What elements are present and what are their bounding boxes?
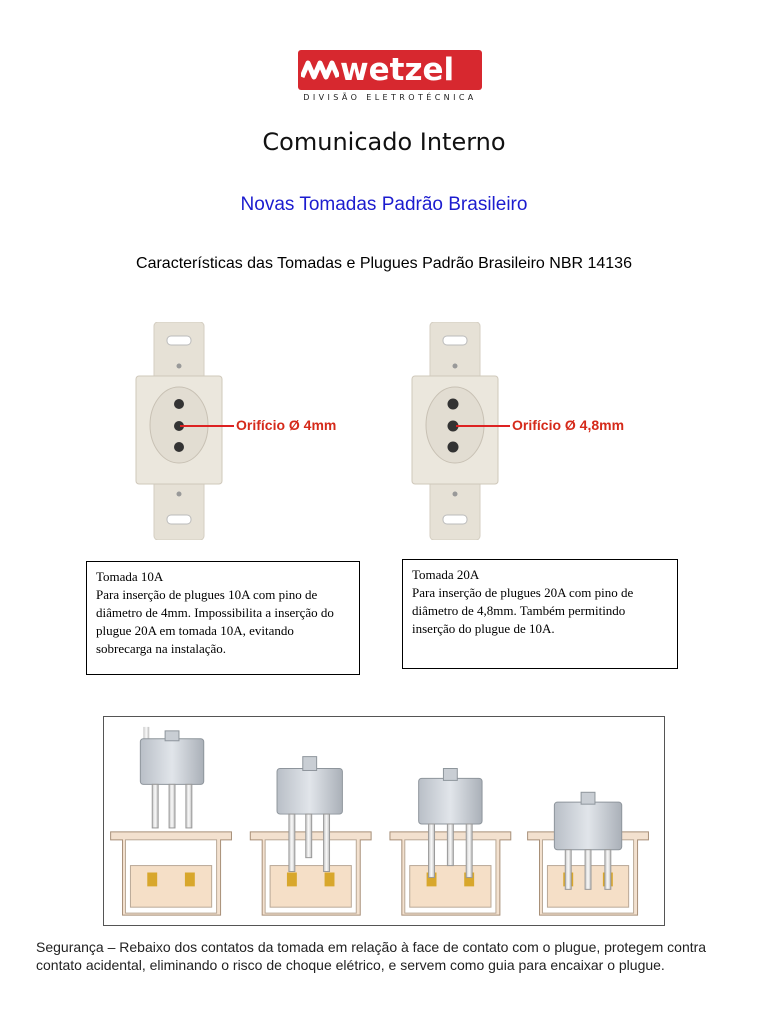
stage-1 — [111, 727, 232, 915]
outlet-20a-image — [410, 322, 500, 540]
section-heading: Características das Tomadas e Plugues Padrão Brasileiro NBR 14136 — [136, 255, 632, 272]
logo-subtitle: DIVISÃO ELETROTÉCNICA — [303, 93, 477, 102]
box-10a-title: Tomada 10A — [96, 569, 164, 584]
stage-3 — [390, 769, 511, 916]
box-tomada-20a — [402, 559, 678, 669]
logo-brand-text: wetzel — [340, 52, 455, 88]
wave-logo-icon — [301, 55, 339, 85]
callout-line-20a — [456, 425, 510, 427]
plug-insertion-diagram — [103, 716, 665, 926]
outlet-10a-image — [134, 322, 224, 540]
stage-2 — [250, 757, 371, 915]
footer-safety-note: Segurança – Rebaixo dos contatos da tomada em relação à face de contato com o plugue, protegem contra contato acidental, eliminando o risco de choque elétrico, e servem como guia para encaixar o plugue. — [36, 939, 707, 973]
callout-10a: Orifício Ø 4mm — [236, 417, 337, 433]
page-subtitle: Novas Tomadas Padrão Brasileiro — [240, 194, 528, 215]
box-tomada-10a — [86, 561, 360, 675]
stage-4 — [528, 792, 649, 915]
callout-20a: Orifício Ø 4,8mm — [512, 417, 625, 433]
page-title: Comunicado Interno — [262, 128, 506, 156]
wetzel-logo — [298, 50, 482, 104]
callout-line-10a — [180, 425, 234, 427]
box-20a-body: Para inserção de plugues 20A com pino de diâmetro de 4,8mm. Também permitindo inserção do plugue de 10A. — [412, 585, 634, 636]
box-20a-title: Tomada 20A — [412, 567, 480, 582]
box-10a-body: Para inserção de plugues 10A com pino de diâmetro de 4mm. Impossibilita a inserção do plugue 20A em tomada 10A, evitando sobrecarga na instalação. — [96, 587, 334, 656]
